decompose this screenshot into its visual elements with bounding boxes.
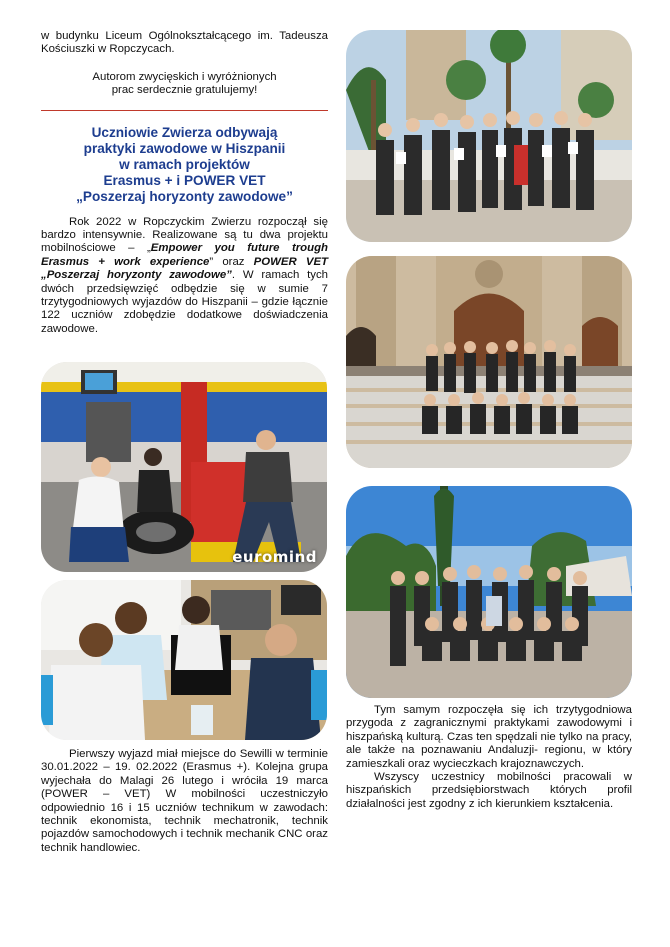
title-line: praktyki zawodowe w Hiszpanii bbox=[83, 140, 286, 156]
paragraph-participants: Wszyscy uczestnicy mobilności pracowali w hiszpańskich przedsiębiorstwach których profil działalności jest zgodny z ich kierunkiem kształcenia. bbox=[346, 771, 632, 810]
congrats-line-1: Autorom zwycięskich i wyróżnionych bbox=[92, 70, 277, 83]
title-line: w ramach projektów bbox=[119, 156, 250, 172]
p1-text-e: . W ramach tych dwóch przedsięwzięć odbędzie się w sumie 7 trzytygodniowych wyjazdów do Hiszpanii – gdzie łącznie 122 uczniów zdobędzie dodatkowe doświadczenia zawodowe. bbox=[41, 269, 328, 335]
right-bottom-text bbox=[346, 704, 632, 811]
paragraph-adventure: Tym samym rozpoczęła się ich trzytygodniowa przygoda z zagranicznymi praktykami zawodowymi i hiszpańską kulturą. Czas ten spędzali nie tylko na pracy, ale także na poznawaniu Andaluzji- regionu, w który zamieszkali oraz wycieczkach krajoznawczych. bbox=[346, 704, 632, 770]
photo-group-palms bbox=[346, 30, 632, 242]
p1-text-a: Rok 2022 w Ropczyckim Zwierzu rozpoczął się bardzo intensywnie. Realizowane są tu dwa projektu mobilnościowe – „ bbox=[41, 215, 328, 255]
divider bbox=[41, 110, 328, 111]
project-name-erasmus: Empower you future trough Erasmus + work experience bbox=[41, 242, 328, 268]
title-line: „Poszerzaj horyzonty zawodowe” bbox=[76, 188, 293, 204]
left-bottom-text bbox=[41, 748, 328, 855]
watermark-logo: euromind bbox=[232, 548, 317, 566]
article-title bbox=[41, 125, 328, 205]
intro-line: w budynku Liceum Ogólnokształcącego im. Tadeusza Kościuszki w Ropczycach. bbox=[41, 30, 328, 56]
project-name-power: POWER VET „Poszerzaj horyzonty zawodowe” bbox=[41, 255, 329, 282]
photo-electronics-lab bbox=[41, 580, 327, 740]
paragraph-first-trip: Pierwszy wyjazd miał miejsce do Sewilli w terminie 30.01.2022 – 19. 02.2022 (Erasmus +). Kolejna grupa wyjechała do Malagi 26 lutego i wróciła 19 marca (POWER – VET) W mobilności uczestniczyło odpowiednio 16 i 15 uczniów technikum w zawodach: technik ekonomista, technik mechatronik, technik pojazdów samochodowych i technik mechanik CNC oraz technik handlowiec. bbox=[41, 748, 328, 854]
photo-park-group bbox=[346, 486, 632, 698]
paragraph-intro bbox=[41, 216, 328, 337]
photo-cathedral-steps bbox=[346, 256, 632, 468]
left-column bbox=[41, 30, 328, 336]
congrats-line-2: prac serdecznie gratulujemy! bbox=[111, 84, 258, 97]
title-line: Erasmus + i POWER VET bbox=[103, 172, 266, 188]
p1-text-c: ” oraz bbox=[209, 255, 254, 268]
title-line: Uczniowie Zwierza odbywają bbox=[91, 124, 278, 140]
photo-tire-workshop bbox=[41, 362, 327, 572]
